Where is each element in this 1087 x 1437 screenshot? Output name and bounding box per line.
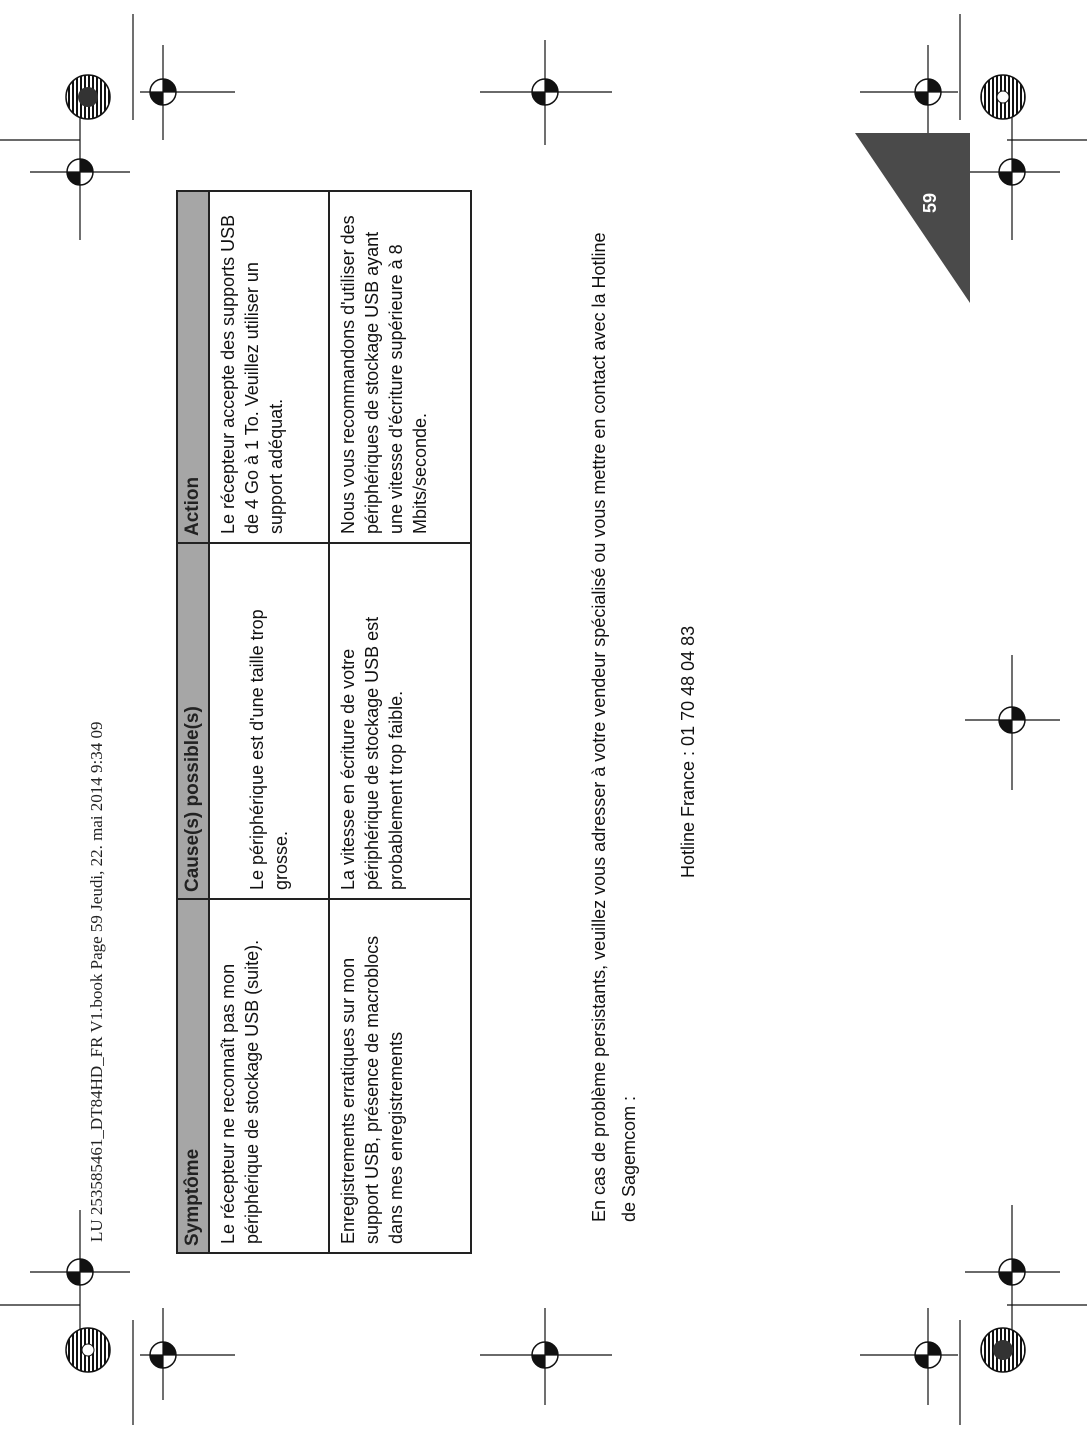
- page-number: 59: [920, 192, 940, 214]
- troubleshooting-table: [176, 192, 472, 1254]
- header-action: Action: [177, 191, 209, 543]
- action-cell: Nous vous recommandons d'utiliser des périphériques de stockage USB ayant une vitesse d'écriture supérieure à 8 Mbits/seconde.: [329, 191, 471, 543]
- symptom-cell: Le récepteur ne reconnaît pas mon périphérique de stockage USB (suite).: [209, 899, 329, 1253]
- cause-cell: Le périphérique est d'une taille trop grosse.: [209, 543, 329, 899]
- action-cell: Le récepteur accepte des supports USB de 4 Go à 1 To. Veuillez utiliser un support adéquat.: [209, 191, 329, 543]
- cause-cell: La vitesse en écriture de votre périphérique de stockage USB est probablement trop faible.: [329, 543, 471, 899]
- book-header-line: LU 253585461_DT84HD_FR V1.book Page 59 Jeudi, 22. mai 2014 9:34 09: [87, 721, 106, 1242]
- header-symptom: Symptôme: [177, 899, 209, 1253]
- hotline-number: Hotline France : 01 70 48 04 83: [678, 625, 698, 878]
- page-corner-tab: [855, 133, 970, 303]
- table-row: [209, 191, 329, 1253]
- corner-triangle: [855, 133, 970, 303]
- header-cause: Cause(s) possible(s): [177, 543, 209, 899]
- table-row: [329, 191, 471, 1253]
- table-header-row: [177, 191, 209, 1253]
- symptom-cell: Enregistrements erratiques sur mon support USB, présence de macroblocs dans mes enregistrements: [329, 899, 471, 1253]
- support-paragraph: En cas de problème persistants, veuillez vous adresser à votre vendeur spécialisé ou vous mettre en contact avec la Hotline de Sagemcom :: [589, 232, 639, 1222]
